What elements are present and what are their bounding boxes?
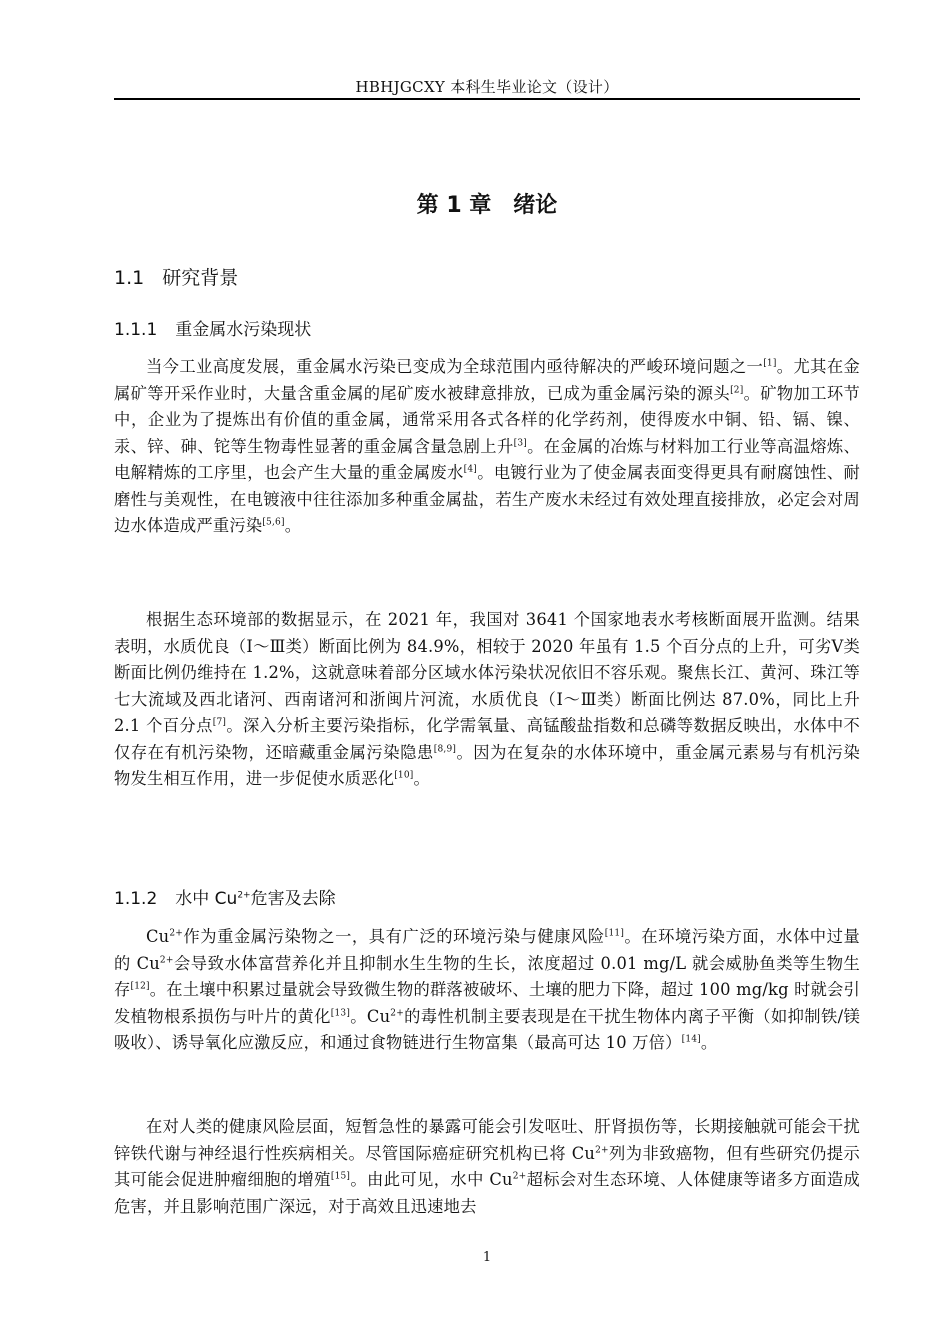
section-heading-1-1-1 (114, 315, 311, 340)
header-rule (114, 98, 860, 100)
chapter-title: 第 1 章 绪论 (416, 193, 558, 218)
citation: [2] (730, 385, 744, 396)
section-number: 1.1 (114, 267, 145, 289)
citation: [7] (212, 717, 227, 728)
section-title: 重金属水污染现状 (175, 320, 312, 340)
paragraph-2: 根据生态环境部的数据显示，在 2021 年，我国对 3641 个国家地表水考核断面展开监测。结果表明，水质优良（Ⅰ～Ⅲ类）断面比例为 84.9%，相较于 2020 年虽有 1.5 个百分点的上升，可劣Ⅴ类断面比例仍维持在 1.2%，这就意味着部分区域水体污染状况依旧不容乐观。聚焦长江、黄河、珠江等七大流域及西北诸河、西南诸河和浙闽片河流，水质优良（Ⅰ～Ⅲ类）断面比例达 87.0%，同比上升 2.1 个百分点[7]。深入分析主要污染指标，化学需氧量、高锰酸盐指数和总磷等数据反映出，水体中不仅存在有机污染物，还暗藏重金属污染隐患[8,9]。因为在复杂的水体环境中，重金属元素易与有机污染物发生相互作用，进一步促使水质恶化[10]。 (114, 610, 861, 788)
citation: [8,9] (433, 744, 457, 755)
citation: [12] (130, 981, 150, 992)
section-heading-1-1 (114, 263, 238, 290)
section-title: 水中 $Cu^{2+}$危害及去除 (175, 889, 336, 909)
citation: [15] (330, 1171, 351, 1182)
page-header: HBHJGCXY 本科生毕业论文（设计） (355, 78, 619, 96)
citation: [3] (513, 438, 527, 449)
citation: [10] (394, 770, 414, 781)
citation: [14] (681, 1034, 701, 1045)
paragraph-1: 当今工业高度发展，重金属水污染已变成为全球范围内亟待解决的严峻环境问题之一[1]。尤其在金属矿等开采作业时，大量含重金属的尾矿废水被肆意排放，已成为重金属污染的源头[2]。矿物加工环节中，企业为了提炼出有价值的重金属，通常采用各式各样的化学药剂，使得废水中铜、铅、镉、镍、汞、锌、砷、铊等生物毒性显著的重金属含量急剧上升[3]。在金属的冶炼与材料加工行业等高温熔炼、电解精炼的工序里，也会产生大量的重金属废水[4]。电镀行业为了使金属表面变得更具有耐腐蚀性、耐磨性与美观性，在电镀液中往往添加多种重金属盐，若生产废水未经过有效处理直接排放，必定会对周边水体造成严重污染[5,6]。 (114, 357, 860, 535)
citation: [4] (463, 464, 478, 475)
paragraph-4: 在对人类的健康风险层面，短暂急性的暴露可能会引发呕吐、肝肾损伤等，长期接触就可能会干扰锌铁代谢与神经退行性疾病相关。尽管国际癌症研究机构已将 $Cu^{2+}$列为非致癌物，但有些研究仍提示其可能会促进肿瘤细胞的增殖[15]。由此可见，水中 $Cu^{2+}$超标会对生态环境、人体健康等诸多方面造成危害，并且影响范围广深远，对于高效且迅速地去 (114, 1117, 860, 1216)
citation: [1] (763, 358, 777, 369)
citation: [13] (330, 1008, 351, 1019)
paragraph-3: $Cu^{2+}$作为重金属污染物之一，具有广泛的环境污染与健康风险[11]。在环境污染方面，水体中过量的 $Cu^{2+}$会导致水体富营养化并且抑制水生生物的生长，浓度超过 0.01 mg/L 就会威胁鱼类等生物生存[12]。在土壤中积累过量就会导致微生物的群落被破坏、土壤的肥力下降，超过 100 mg/kg 时就会引发植物根系损伤与叶片的黄化[13]。$Cu^{2+}$的毒性机制主要表现是在干扰生物体内离子平衡（如抑制铁/镁吸收）、诱导氧化应激反应，和通过食物链进行生物富集（最高可达 10 万倍）[14]。 (114, 927, 861, 1052)
section-number: 1.1.1 (114, 320, 158, 340)
section-title: 研究背景 (162, 267, 239, 289)
section-heading-1-1-2 (114, 884, 336, 909)
citation: [5,6] (262, 517, 285, 528)
section-number: 1.1.2 (114, 889, 158, 909)
citation: [11] (604, 928, 625, 939)
page-number: 1 (482, 1250, 492, 1265)
